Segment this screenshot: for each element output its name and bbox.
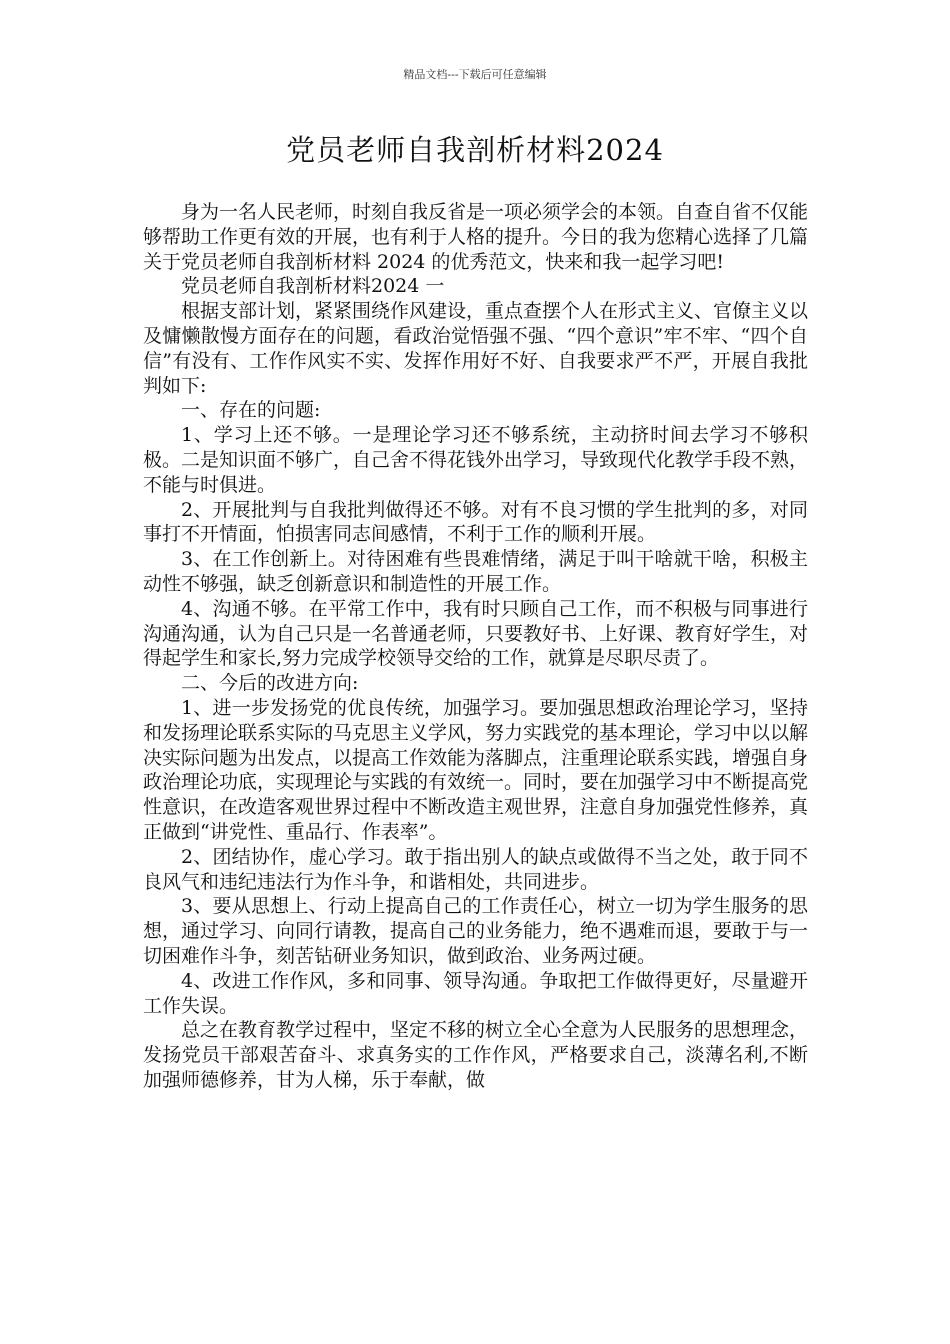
paragraph: 3、要从思想上、行动上提高自己的工作责任心，树立一切为学生服务的思想，通过学习、向同行请教，提高自己的业务能力，绝不遇难而退，要敢于与一切困难作斗争，刻苦钻研业务知识，做到政治、业务两过硬。 <box>143 895 809 967</box>
paragraph: 2、开展批判与自我批判做得还不够。对有不良习惯的学生批判的多，对同事打不开情面，怕损害同志间感情，不利于工作的顺利开展。 <box>143 498 808 546</box>
section-heading-essay-one: 党员老师自我剖析材料2024 一 <box>181 275 445 298</box>
paragraph: 4、沟通不够。在平常工作中，我有时只顾自己工作，而不积极与同事进行沟通沟通，认为自己只是一名普通老师，只要教好书、上好课、教育好学生，对得起学生和家长,努力完成学校领导交给的工作，就算是尽职尽责了。 <box>143 597 809 670</box>
paragraph: 3、在工作创新上。对待困难有些畏难情绪，满足于叫干啥就干啥，积极主动性不够强，缺乏创新意识和制造性的开展工作。 <box>143 548 808 595</box>
section-heading-improvements: 二、今后的改进方向: <box>181 672 359 695</box>
paragraph: 根据支部计划，紧紧围绕作风建设，重点查摆个人在形式主义、官僚主义以及慵懒散慢方面存在的问题，看政治觉悟强不强、“四个意识”牢不牢、“四个自信”有没有、工作作风实不实、发挥作用好不好、自我要求严不严，开展自我批判如下: <box>143 300 809 397</box>
paragraph: 4、改进工作作风，多和同事、领导沟通。争取把工作做得更好，尽量避开工作失误。 <box>143 969 808 1017</box>
document-title: 党员老师自我剖析材料2024 <box>286 133 664 167</box>
paragraph: 1、进一步发扬党的优良传统，加强学习。要加强思想政治理论学习，坚持和发扬理论联系实际的马克思主义学风，努力实践党的基本理论，学习中以以解决实际问题为出发点，以提高工作效能为落脚点，注重理论联系实践，增强自身政治理论功底，实现理论与实践的有效统一。同时，要在加强学习中不断提高党性意识，在改造客观世界过程中不断改造主观世界，注意自身加强党性修养，真正做到“讲党性、重品行、作表率”。 <box>143 696 809 843</box>
paragraph: 1、学习上还不够。一是理论学习还不够系统，主动挤时间去学习不够积极。二是知识面不够广，自己舍不得花钱外出学习，导致现代化教学手段不熟，不能与时俱进。 <box>143 424 809 496</box>
intro-paragraph: 身为一名人民老师，时刻自我反省是一项必须学会的本领。自查自省不仅能够帮助工作更有效的开展，也有利于人格的提升。今日的我为您精心选择了几篇关于党员老师自我剖析材料 2024 的优秀范文，快来和我一起学习吧! <box>143 201 809 273</box>
paragraph: 2、团结协作，虚心学习。敢于指出别人的缺点或做得不当之处，敢于同不良风气和违纪违法行为作斗争，和谐相处，共同进步。 <box>143 845 808 893</box>
document-body <box>143 200 808 1093</box>
section-heading-problems: 一、存在的问题: <box>181 399 321 422</box>
closing-paragraph: 总之在教育教学过程中，坚定不移的树立全心全意为人民服务的思想理念，发扬党员干部艰苦奋斗、求真务实的工作作风，严格要求自己，淡薄名利,不断加强师德修养，甘为人梯，乐于奉献，做 <box>143 1019 809 1091</box>
header-note: 精品文档---下载后可任意编辑 <box>403 68 547 81</box>
